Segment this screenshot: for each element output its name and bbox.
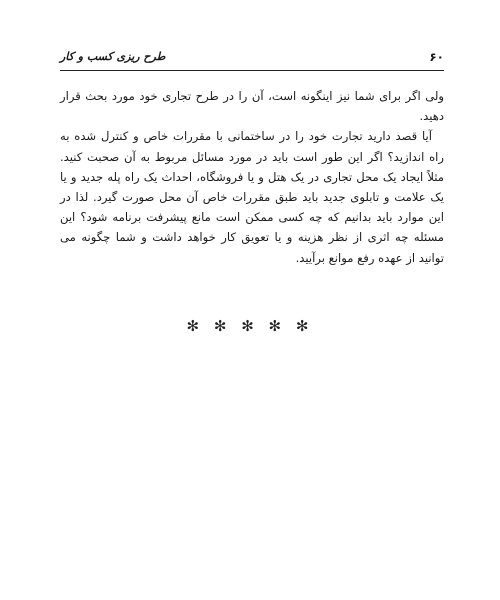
paragraph-continuation: ولی اگر برای شما نیز اینگونه است، آن را در طرح تجاری خود مورد بحث قرار دهید.	[60, 89, 444, 124]
section-separator-asterisks: ✻ ✻ ✻ ✻ ✻	[186, 317, 314, 335]
running-title: طرح ریزی کسب و کار	[60, 50, 166, 63]
paragraph-main: آیا قصد دارید تجارت خود را در ساختمانی با مقررات خاص و کنترل شده به راه اندازید؟ اگر این طور است باید در مورد مسائل مربوط به آن صحبت کنید. مثلاً ایجاد یک محل تجاری در یک هتل و یا فروشگاه، احداث یک راه پله جدید و یا یک علامت و تابلوی جدید باید طبق مقررات خاص آن محل صورت گیرد. لذا در این موارد باید بدانیم که چه کسی ممکن است مانع پیشرفت برنامه شود؟ این مسئله چه اثری از نظر هزینه و یا تعویق کار خواهد داشت و شما چگونه می توانید از عهده رفع موانع برآیید.	[60, 129, 444, 265]
page-number: ۶۰	[429, 50, 444, 64]
page-header	[60, 50, 444, 68]
body-text	[60, 86, 444, 268]
header-divider	[60, 70, 444, 71]
